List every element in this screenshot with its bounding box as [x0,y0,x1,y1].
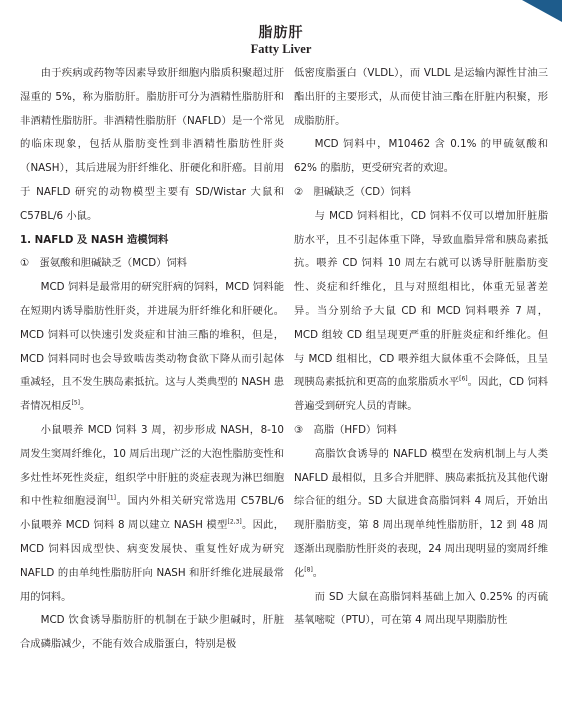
page-title: 脂肪肝 [258,25,304,41]
left-column [20,62,284,702]
section-heading [20,229,284,253]
citation-ref: [5] [71,399,80,407]
paragraph [20,609,284,657]
paragraph [294,586,548,634]
paragraph-text: 1. NAFLD 及 NASH 造模饲料 [20,233,169,246]
paragraph-text: 。因此，MCD 饲料因成型快、病变发展快、重复性好成为研究 NAFLD 的由单纯性脂肪肝向 NASH 和肝纤维化进展最常用的饲料。 [20,519,284,603]
paragraph-text: MCD 饲料是最常用的研究肝病的饲料，MCD 饲料能在短期内诱导脂肪性肝炎，并进展为肝纤维化和肝硬化。MCD 饲料可以快速引发炎症和甘油三酯的堆积，但是，MCD 饲料同时也会导致啮齿类动物食欲下降从而引起体重减轻，且不发生胰岛素抵抗。这与人类典型的 NASH 患者情况相反 [20,281,284,413]
paragraph-text: ③ 高脂（HFD）饲料 [294,423,397,436]
paragraph-text: 小鼠喂养 MCD 饲料 3 周，初步形成 NASH，8-10 周发生窦周纤维化，10 周后出现广泛的大泡性脂肪变性和多灶性坏死性炎症，组织学中肝脏的炎症表现为淋巴细胞和中性粒细胞浸润 [20,423,284,508]
subsection-heading [294,419,548,443]
paragraph-text: 。国内外相关研究常选用 C57BL/6 小鼠喂养 MCD 饲料 8 周以建立 NASH 模型 [20,495,284,532]
paragraph [20,276,284,419]
paragraph [20,62,284,229]
corner-decoration [522,0,562,22]
paragraph-text: 而 SD 大鼠在高脂饲料基础上加入 0.25% 的丙硫基氧嘧啶（PTU），可在第 4 周出现早期脂肪性 [294,590,548,627]
paragraph-text: MCD 饮食诱导脂肪肝的机制在于缺少胆碱时，肝脏合成磷脂减少，不能有效合成脂蛋白，特别是极 [20,614,284,651]
subsection-heading [20,252,284,276]
paragraph [294,205,548,419]
page-subtitle: Fatty Liver [250,42,312,56]
citation-ref: [1] [107,494,117,502]
right-column [294,62,548,702]
paragraph-text: 高脂饮食诱导的 NAFLD 模型在发病机制上与人类 NAFLD 最相似，且多合并肥胖、胰岛素抵抗及其他代谢综合征的组分。SD 大鼠进食高脂饲料 4 周后，开始出现肝脂肪变，第 8 周出现单纯性脂肪肝，12 到 48 周逐渐出现脂肪性肝炎的表现，24 周出现明显的窦周纤维化 [294,447,548,579]
paragraph-text: 。 [312,566,324,579]
paragraph-text: 。 [79,400,91,413]
paragraph-text: ① 蛋氨酸和胆碱缺乏（MCD）饲料 [20,257,188,270]
citation-ref: [2,3] [227,518,242,526]
citation-ref: [6] [459,375,468,383]
paragraph [294,133,548,181]
paragraph [294,62,548,133]
paragraph-text: 低密度脂蛋白（VLDL），而 VLDL 是运输内源性甘油三酯出肝的主要形式，从而使甘油三酯在肝脏内积聚，形成脂肪肝。 [294,67,548,127]
paragraph [20,419,284,609]
paragraph-text: 由于疾病或药物等因素导致肝细胞内脂质积聚超过肝湿重的 5%，称为脂肪肝。脂肪肝可分为酒精性脂肪肝和非酒精性脂肪肝。非酒精性脂肪肝（NAFLD）是一个常见的临床现象，包括从脂肪变性到非酒精性脂肪性肝炎（NASH），其后进展为肝纤维化、肝硬化和肝癌。目前用于 NAFLD 研究的动物模型主要有 SD/Wistar 大鼠和 C57BL/6 小鼠。 [20,67,284,222]
paragraph-text: MCD 饲料中，M10462 含 0.1% 的甲硫氨酸和 62% 的脂肪，更受研究者的欢迎。 [294,138,548,175]
paragraph [294,443,548,586]
subsection-heading [294,181,548,205]
paragraph-text: 与 MCD 饲料相比，CD 饲料不仅可以增加肝脏脂肪水平，且不引起体重下降，导致血脂异常和胰岛素抵抗。喂养 CD 饲料 10 周左右就可以诱导肝脏脂肪变性、炎症和纤维化，且与对照组相比，体重无显著差异。当分别给予大鼠 CD 和 MCD 饲料喂养 7 周，MCD 组较 CD 组呈现更严重的肝脏炎症和纤维化。但与 MCD 组相比，CD 喂养组大鼠体重不会降低，且呈现胰岛素抵抗和更高的血浆脂质水平 [294,209,548,389]
paragraph-text: 。因此，CD 饲料普遍受到研究人员的青睐。 [294,376,548,413]
paragraph-text: ② 胆碱缺乏（CD）饲料 [294,185,412,198]
citation-ref: [8] [304,566,313,574]
